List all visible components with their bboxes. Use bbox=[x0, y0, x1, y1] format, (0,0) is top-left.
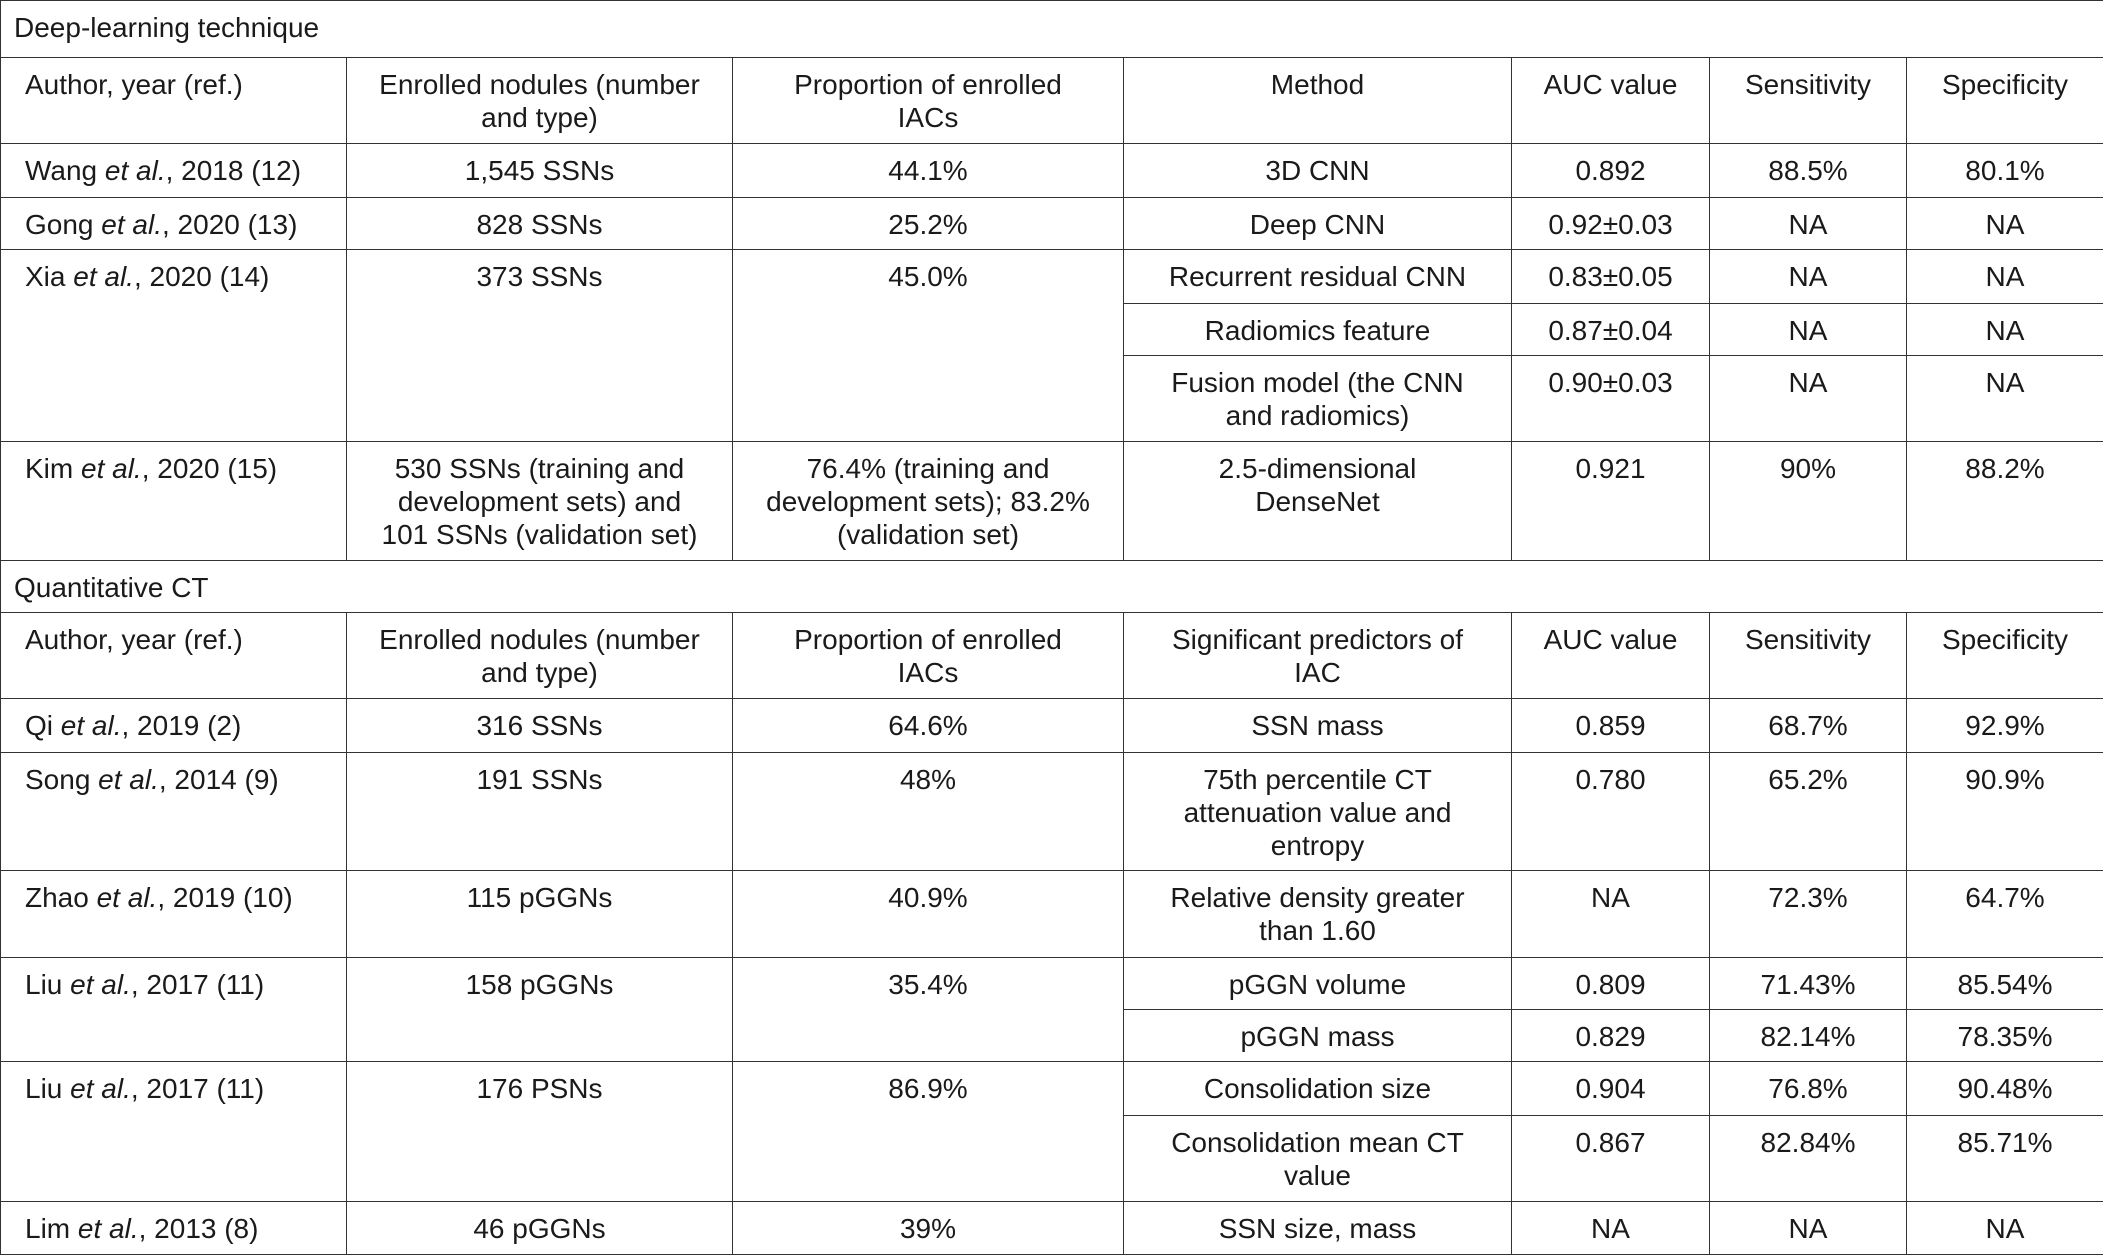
et-al-italic: et al. bbox=[104, 155, 166, 186]
table-row bbox=[1, 753, 2103, 871]
specificity-cell: 90.48% bbox=[1907, 1062, 2103, 1116]
predictor-cell: pGGN volume bbox=[1124, 958, 1512, 1010]
auc-cell: 0.83±0.05 bbox=[1512, 250, 1710, 304]
author-cell: Zhao et al., 2019 (10) bbox=[1, 871, 347, 958]
author-cell: Song et al., 2014 (9) bbox=[1, 753, 347, 871]
predictor-cell: Consolidation size bbox=[1124, 1062, 1512, 1116]
auc-cell: 0.859 bbox=[1512, 699, 1710, 753]
et-al-italic: et al. bbox=[70, 1073, 131, 1104]
sensitivity-cell: 90% bbox=[1710, 442, 1907, 561]
header-proportion-iac: Proportion of enrolled IACs bbox=[733, 58, 1124, 144]
header-author: Author, year (ref.) bbox=[1, 58, 347, 144]
specificity-cell: 85.54% bbox=[1907, 958, 2103, 1010]
author-cell: Lim et al., 2013 (8) bbox=[1, 1202, 347, 1255]
header-auc: AUC value bbox=[1512, 58, 1710, 144]
table-row bbox=[1, 1202, 2103, 1255]
proportion-cell: 48% bbox=[733, 753, 1124, 871]
predictor-cell: Relative density greater than 1.60 bbox=[1124, 871, 1512, 958]
sensitivity-cell: 71.43% bbox=[1710, 958, 1907, 1010]
method-cell: Recurrent residual CNN bbox=[1124, 250, 1512, 304]
method-cell: 2.5-dimensional DenseNet bbox=[1124, 442, 1512, 561]
specificity-cell: NA bbox=[1907, 1202, 2103, 1255]
et-al-italic: et al. bbox=[98, 764, 159, 795]
sensitivity-cell: 68.7% bbox=[1710, 699, 1907, 753]
proportion-cell: 64.6% bbox=[733, 699, 1124, 753]
author-cell: Xia et al., 2020 (14) bbox=[1, 250, 347, 442]
specificity-cell: 80.1% bbox=[1907, 144, 2103, 198]
specificity-cell: 90.9% bbox=[1907, 753, 2103, 871]
specificity-cell: 88.2% bbox=[1907, 442, 2103, 561]
specificity-cell: NA bbox=[1907, 356, 2103, 442]
proportion-cell: 76.4% (training and development sets); 83.2% (validation set) bbox=[733, 442, 1124, 561]
header-method: Method bbox=[1124, 58, 1512, 144]
table-row bbox=[1, 871, 2103, 958]
specificity-cell: 64.7% bbox=[1907, 871, 2103, 958]
sensitivity-cell: 65.2% bbox=[1710, 753, 1907, 871]
sensitivity-cell: NA bbox=[1710, 304, 1907, 356]
table-row bbox=[1, 198, 2103, 250]
author-cell: Liu et al., 2017 (11) bbox=[1, 1062, 347, 1202]
et-al-italic: et al. bbox=[73, 261, 134, 292]
et-al-italic: et al. bbox=[81, 453, 142, 484]
nodules-cell: 191 SSNs bbox=[347, 753, 733, 871]
author-cell: Gong et al., 2020 (13) bbox=[1, 198, 347, 250]
table-row bbox=[1, 442, 2103, 561]
et-al-italic: et al. bbox=[101, 209, 162, 240]
author-cell: Qi et al., 2019 (2) bbox=[1, 699, 347, 753]
author-cell: Kim et al., 2020 (15) bbox=[1, 442, 347, 561]
table-row bbox=[1, 958, 2103, 1010]
table-row bbox=[1, 699, 2103, 753]
section-row bbox=[1, 561, 2103, 613]
specificity-cell: NA bbox=[1907, 304, 2103, 356]
specificity-cell: 78.35% bbox=[1907, 1010, 2103, 1062]
table-row bbox=[1, 250, 2103, 304]
sensitivity-cell: 76.8% bbox=[1710, 1062, 1907, 1116]
specificity-cell: NA bbox=[1907, 250, 2103, 304]
method-cell: Radiomics feature bbox=[1124, 304, 1512, 356]
predictor-cell: SSN mass bbox=[1124, 699, 1512, 753]
proportion-cell: 45.0% bbox=[733, 250, 1124, 442]
nodules-cell: 828 SSNs bbox=[347, 198, 733, 250]
header-specificity: Specificity bbox=[1907, 58, 2103, 144]
auc-cell: 0.87±0.04 bbox=[1512, 304, 1710, 356]
method-cell: 3D CNN bbox=[1124, 144, 1512, 198]
sensitivity-cell: 88.5% bbox=[1710, 144, 1907, 198]
section-row bbox=[1, 1, 2103, 58]
author-cell: Wang et al., 2018 (12) bbox=[1, 144, 347, 198]
nodules-cell: 530 SSNs (training and development sets) and 101 SSNs (validation set) bbox=[347, 442, 733, 561]
nodules-cell: 1,545 SSNs bbox=[347, 144, 733, 198]
proportion-cell: 35.4% bbox=[733, 958, 1124, 1062]
table-row bbox=[1, 144, 2103, 198]
sensitivity-cell: NA bbox=[1710, 198, 1907, 250]
et-al-italic: et al. bbox=[60, 710, 122, 741]
auc-cell: 0.829 bbox=[1512, 1010, 1710, 1062]
nodules-cell: 373 SSNs bbox=[347, 250, 733, 442]
sensitivity-cell: 82.84% bbox=[1710, 1116, 1907, 1202]
proportion-cell: 44.1% bbox=[733, 144, 1124, 198]
nodules-cell: 316 SSNs bbox=[347, 699, 733, 753]
predictor-cell: 75th percentile CT attenuation value and entropy bbox=[1124, 753, 1512, 871]
predictor-cell: Consolidation mean CT value bbox=[1124, 1116, 1512, 1202]
et-al-italic: et al. bbox=[70, 969, 131, 1000]
auc-cell: NA bbox=[1512, 871, 1710, 958]
header-enrolled-nodules: Enrolled nodules (number and type) bbox=[347, 613, 733, 699]
header-enrolled-nodules: Enrolled nodules (number and type) bbox=[347, 58, 733, 144]
method-cell: Deep CNN bbox=[1124, 198, 1512, 250]
auc-cell: 0.921 bbox=[1512, 442, 1710, 561]
proportion-cell: 39% bbox=[733, 1202, 1124, 1255]
header-specificity: Specificity bbox=[1907, 613, 2103, 699]
sensitivity-cell: NA bbox=[1710, 1202, 1907, 1255]
auc-cell: 0.780 bbox=[1512, 753, 1710, 871]
header-auc: AUC value bbox=[1512, 613, 1710, 699]
author-cell: Liu et al., 2017 (11) bbox=[1, 958, 347, 1062]
nodules-cell: 46 pGGNs bbox=[347, 1202, 733, 1255]
sensitivity-cell: 82.14% bbox=[1710, 1010, 1907, 1062]
auc-cell: 0.867 bbox=[1512, 1116, 1710, 1202]
header-row bbox=[1, 613, 2103, 699]
auc-cell: 0.92±0.03 bbox=[1512, 198, 1710, 250]
table-row bbox=[1, 1062, 2103, 1116]
auc-cell: 0.904 bbox=[1512, 1062, 1710, 1116]
header-row bbox=[1, 58, 2103, 144]
auc-cell: 0.809 bbox=[1512, 958, 1710, 1010]
header-proportion-iac: Proportion of enrolled IACs bbox=[733, 613, 1124, 699]
header-author: Author, year (ref.) bbox=[1, 613, 347, 699]
et-al-italic: et al. bbox=[77, 1213, 139, 1244]
nodules-cell: 158 pGGNs bbox=[347, 958, 733, 1062]
header-sensitivity: Sensitivity bbox=[1710, 613, 1907, 699]
section-title-deep-learning: Deep-learning technique bbox=[1, 1, 2103, 58]
auc-cell: 0.90±0.03 bbox=[1512, 356, 1710, 442]
specificity-cell: NA bbox=[1907, 198, 2103, 250]
proportion-cell: 86.9% bbox=[733, 1062, 1124, 1202]
header-sensitivity: Sensitivity bbox=[1710, 58, 1907, 144]
section-title-quantitative-ct: Quantitative CT bbox=[1, 561, 2103, 613]
specificity-cell: 85.71% bbox=[1907, 1116, 2103, 1202]
method-cell: Fusion model (the CNN and radiomics) bbox=[1124, 356, 1512, 442]
et-al-italic: et al. bbox=[96, 882, 158, 913]
nodules-cell: 176 PSNs bbox=[347, 1062, 733, 1202]
nodules-cell: 115 pGGNs bbox=[347, 871, 733, 958]
predictor-cell: pGGN mass bbox=[1124, 1010, 1512, 1062]
specificity-cell: 92.9% bbox=[1907, 699, 2103, 753]
header-predictors: Significant predictors of IAC bbox=[1124, 613, 1512, 699]
auc-cell: NA bbox=[1512, 1202, 1710, 1255]
auc-cell: 0.892 bbox=[1512, 144, 1710, 198]
sensitivity-cell: NA bbox=[1710, 250, 1907, 304]
proportion-cell: 25.2% bbox=[733, 198, 1124, 250]
sensitivity-cell: 72.3% bbox=[1710, 871, 1907, 958]
predictor-cell: SSN size, mass bbox=[1124, 1202, 1512, 1255]
proportion-cell: 40.9% bbox=[733, 871, 1124, 958]
sensitivity-cell: NA bbox=[1710, 356, 1907, 442]
